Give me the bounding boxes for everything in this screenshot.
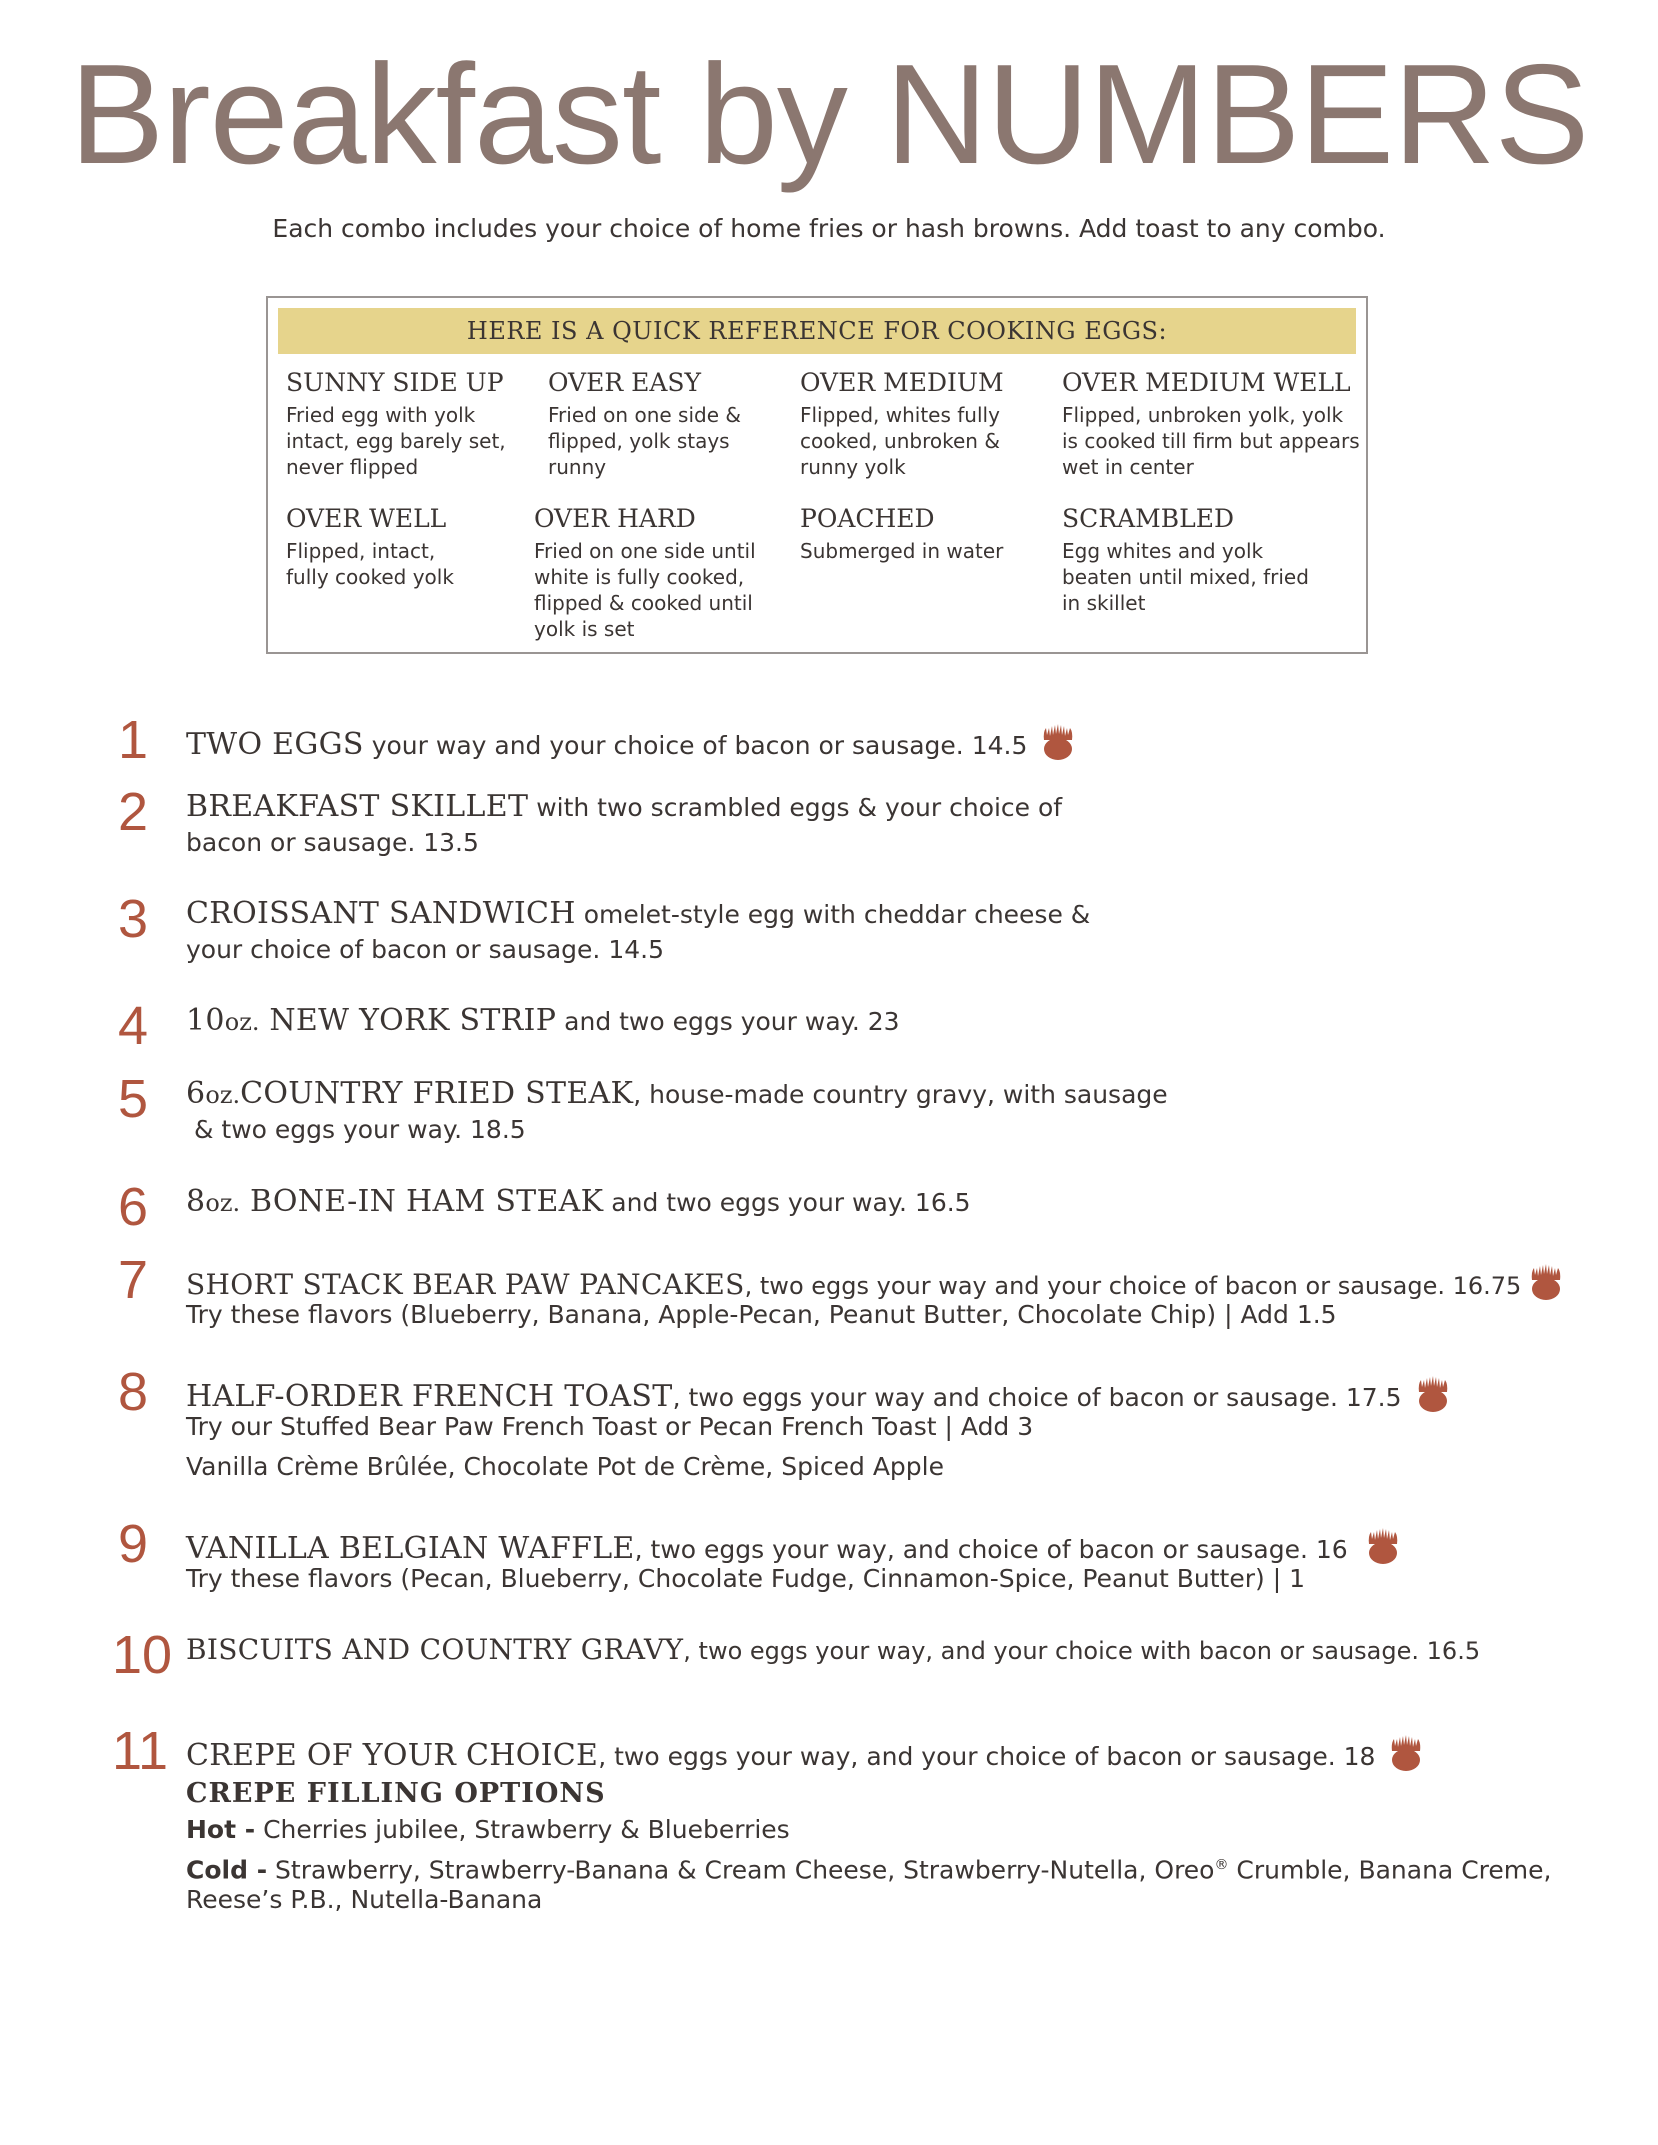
item-weight: 8 (186, 1184, 206, 1219)
egg-style-name: OVER HARD (534, 504, 696, 533)
egg-style-name: POACHED (800, 504, 935, 533)
page-subtitle: Each combo includes your choice of home fries or hash browns. Add toast to any combo. (272, 214, 1386, 243)
item-desc: your way and your choice of bacon or sausage. 14.5 (363, 731, 1028, 760)
egg-style-over-easy (548, 368, 808, 480)
item-desc: , two eggs your way and choice of bacon or sausage. 17.5 (672, 1383, 1402, 1412)
egg-style-name: OVER WELL (286, 504, 447, 533)
bear-paw-icon (1366, 1522, 1400, 1566)
item-name: COUNTRY FRIED STEAK (240, 1076, 634, 1111)
registered-mark: ® (1214, 1857, 1229, 1873)
crepe-filling-cold-line-2: Reese’s P.B., Nutella-Banana (186, 1885, 543, 1914)
egg-style-poached (800, 504, 1060, 564)
item-flavors: Vanilla Crème Brûlée, Chocolate Pot de Crème, Spiced Apple (186, 1452, 944, 1481)
item-number: 8 (118, 1362, 149, 1422)
item-upgrade: Try our Stuffed Bear Paw French Toast or Pecan French Toast | Add 3 (186, 1412, 1034, 1441)
item-number: 9 (118, 1514, 149, 1574)
item-flavors: Try these flavors (Pecan, Blueberry, Chocolate Fudge, Cinnamon-Spice, Peanut Butter) | 1 (186, 1564, 1305, 1593)
crepe-hot-label: Hot - (186, 1815, 256, 1844)
crepe-filling-cold (186, 1848, 1551, 1887)
item-name: HALF-ORDER FRENCH TOAST (186, 1379, 673, 1414)
item-number: 1 (118, 710, 149, 770)
item-number: 2 (118, 782, 149, 842)
item-weight: 10 (186, 1003, 225, 1038)
egg-style-name: SCRAMBLED (1062, 504, 1234, 533)
item-number: 3 (118, 889, 149, 949)
item-number: 11 (112, 1721, 169, 1781)
egg-style-over-hard (534, 504, 794, 642)
bear-paw-icon (1529, 1258, 1563, 1302)
item-number: 4 (118, 996, 149, 1056)
item-name: NEW YORK STRIP (259, 1003, 557, 1038)
egg-style-over-well (286, 504, 546, 590)
item-weight: 6 (186, 1076, 206, 1111)
item-flavors: Try these flavors (Blueberry, Banana, Apple-Pecan, Peanut Butter, Chocolate Chip) | Add 1.5 (186, 1300, 1337, 1329)
item-desc-line-2: & two eggs your way. 18.5 (186, 1115, 526, 1144)
crepe-filling-hot (186, 1813, 790, 1847)
item-name: VANILLA BELGIAN WAFFLE (186, 1531, 635, 1566)
crepe-filling-heading: CREPE FILLING OPTIONS (186, 1778, 606, 1809)
item-desc: , two eggs your way, and choice of bacon or sausage. 16 (634, 1535, 1348, 1564)
egg-style-name: OVER EASY (548, 368, 702, 397)
item-desc: and two eggs your way. 16.5 (603, 1188, 971, 1217)
egg-style-desc: Submerged in water (800, 539, 1004, 563)
item-name: TWO EGGS (186, 727, 364, 762)
egg-style-desc: Fried egg with yolk intact, egg barely set, never flipped (286, 403, 506, 479)
item-number: 7 (118, 1250, 149, 1310)
item-desc: , two eggs your way, and your choice with bacon or sausage. 16.5 (683, 1637, 1481, 1665)
egg-style-name: OVER MEDIUM WELL (1062, 368, 1351, 397)
item-desc: , two eggs your way, and your choice of bacon or sausage. 18 (598, 1742, 1376, 1771)
item-desc: and two eggs your way. 23 (556, 1007, 900, 1036)
item-desc: , two eggs your way and your choice of bacon or sausage. 16.75 (744, 1272, 1522, 1300)
egg-style-desc: Fried on one side until white is fully cooked, flipped & cooked until yolk is set (534, 539, 756, 641)
item-desc-line-2: bacon or sausage. 13.5 (186, 828, 479, 857)
item-desc: , house-made country gravy, with sausage (633, 1080, 1168, 1109)
item-name: BISCUITS AND COUNTRY GRAVY (186, 1633, 684, 1666)
item-number: 6 (118, 1177, 149, 1237)
item-number: 10 (112, 1625, 173, 1685)
item-name: SHORT STACK BEAR PAW PANCAKES (186, 1268, 745, 1301)
page-title: Breakfast by NUMBERS (69, 35, 1589, 194)
item-desc-line-2: your choice of bacon or sausage. 14.5 (186, 935, 664, 964)
crepe-hot-text: Cherries jubilee, Strawberry & Blueberries (255, 1815, 790, 1844)
item-name: BONE-IN HAM STEAK (240, 1184, 604, 1219)
egg-style-desc: Egg whites and yolk beaten until mixed, fried in skillet (1062, 539, 1309, 615)
item-weight-unit: oz. (205, 1081, 241, 1109)
bear-paw-icon (1416, 1370, 1450, 1414)
egg-style-desc: Fried on one side & flipped, yolk stays runny (548, 403, 741, 479)
item-name: BREAKFAST SKILLET (186, 789, 529, 824)
egg-style-name: SUNNY SIDE UP (286, 368, 504, 397)
crepe-cold-text: Strawberry, Strawberry-Banana & Cream Cheese, Strawberry-Nutella, Oreo (267, 1855, 1215, 1885)
item-name: CROISSANT SANDWICH (186, 896, 576, 931)
egg-style-over-medium-well (1062, 368, 1362, 480)
egg-style-over-medium (800, 368, 1060, 480)
item-desc: with two scrambled eggs & your choice of (528, 793, 1063, 822)
bear-paw-icon (1041, 718, 1075, 762)
egg-reference-heading: HERE IS A QUICK REFERENCE FOR COOKING EGGS: (278, 308, 1356, 354)
item-desc: omelet-style egg with cheddar cheese & (575, 900, 1091, 929)
bear-paw-icon (1389, 1729, 1423, 1773)
item-number: 5 (118, 1069, 149, 1129)
item-weight-unit: oz. (224, 1008, 260, 1036)
item-weight-unit: oz. (205, 1189, 241, 1217)
crepe-cold-text-2: Crumble, Banana Creme, (1228, 1855, 1552, 1885)
egg-style-sunny-side-up (286, 368, 546, 480)
crepe-cold-label: Cold - (186, 1855, 268, 1885)
egg-style-name: OVER MEDIUM (800, 368, 1004, 397)
egg-style-desc: Flipped, intact, fully cooked yolk (286, 539, 454, 589)
egg-style-desc: Flipped, unbroken yolk, yolk is cooked till firm but appears wet in center (1062, 403, 1360, 479)
egg-style-scrambled (1062, 504, 1362, 616)
egg-style-desc: Flipped, whites fully cooked, unbroken & runny yolk (800, 403, 1000, 479)
item-name: CREPE OF YOUR CHOICE (186, 1738, 599, 1773)
egg-reference-box (266, 296, 1368, 654)
